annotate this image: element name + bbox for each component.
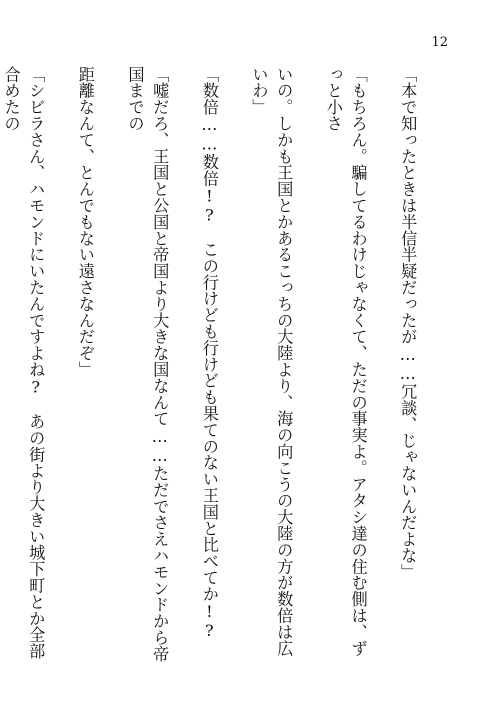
text-line: 「数倍……数倍!? この行けども行けども果てのない王国と比べてか!? <box>199 66 219 641</box>
text-line: 距離なんて、とんでもない遠さなんだぞ」 <box>75 66 95 378</box>
text-line: いの。しかも王国とかあるこっちの大陸より、海の向こうの大陸の方が数倍は広いわ」 <box>249 66 294 657</box>
body-text <box>1 66 444 666</box>
text-line: 「もちろん。騙してるわけじゃなくて、ただの事実よ。アタシ達の住む側は、ずっと小さ <box>323 66 368 657</box>
text-line: 「嘘だろ、王国と公国と帝国より大きな国なんて……ただでさえハモンドから帝国までの <box>125 66 170 662</box>
text-line: 「本で知ったときは半信半疑だったが……冗談、じゃないんだよな」 <box>398 66 418 580</box>
text-line: 「シビラさん、ハモンドにいたんですよね? あの街より大きい城下町とか全部合めたの <box>1 66 46 660</box>
page-number: 12 <box>431 35 448 50</box>
